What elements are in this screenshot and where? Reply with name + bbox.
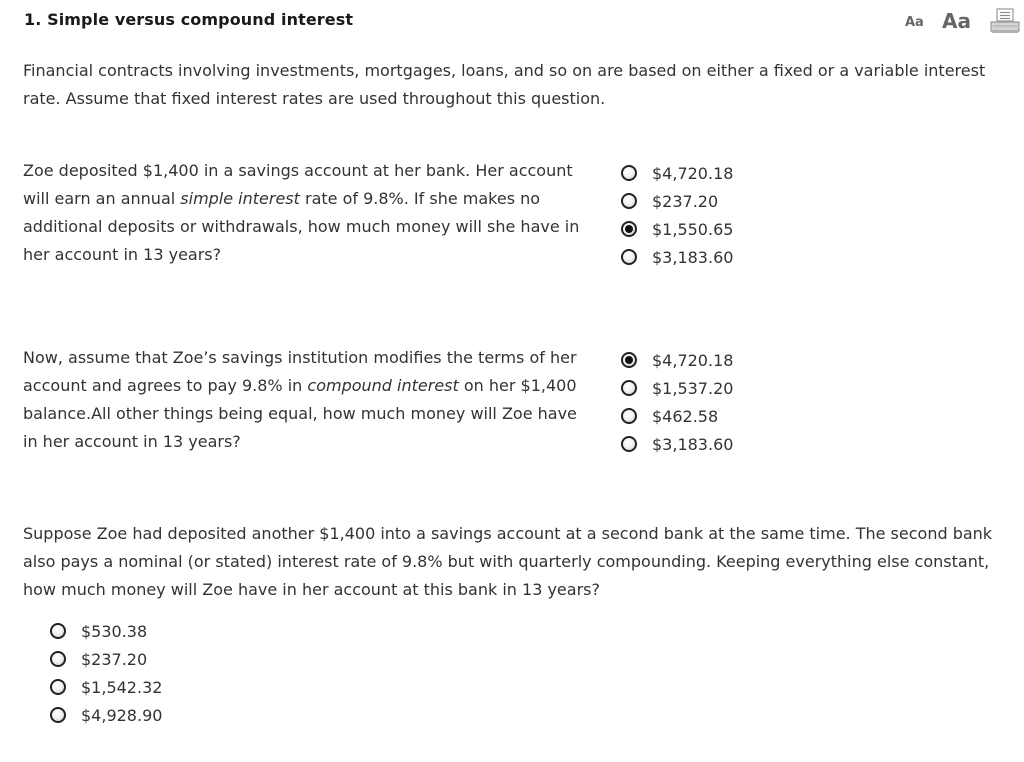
q3-option-1[interactable] (50, 617, 162, 645)
question-3-options (50, 617, 162, 729)
option-label: $4,928.90 (81, 705, 163, 725)
question-2-emphasis: compound interest (307, 376, 459, 395)
q2-option-3[interactable] (621, 402, 733, 430)
q3-option-3[interactable] (50, 673, 162, 701)
radio-button[interactable] (50, 651, 66, 667)
radio-button[interactable] (621, 165, 637, 181)
print-icon[interactable] (990, 8, 1020, 34)
radio-button[interactable] (621, 352, 637, 368)
question-1-emphasis: simple interest (180, 189, 300, 208)
question-1-text (23, 157, 583, 269)
question-2-text-part: on her $1,400 balance.All other things being equal, how much money will Zoe have in her account in 13 years? (23, 376, 577, 451)
option-label: $4,720.18 (652, 350, 734, 370)
q1-option-1[interactable] (621, 159, 733, 187)
option-label: $1,550.65 (652, 219, 734, 239)
radio-button[interactable] (621, 221, 637, 237)
font-size-large-button[interactable]: Aa (942, 9, 971, 33)
question-2-options (621, 346, 733, 458)
question-3-text: Suppose Zoe had deposited another $1,400 into a savings account at a second bank at the same time. The second bank also pays a nominal (or stated) interest rate of 9.8% but with quarterly compounding. Keeping everything else constant, how much money will Zoe have in her account at this bank in 13 years? (23, 524, 993, 599)
q3-option-4[interactable] (50, 701, 162, 729)
radio-button[interactable] (50, 679, 66, 695)
q2-option-4[interactable] (621, 430, 733, 458)
radio-button[interactable] (50, 623, 66, 639)
option-label: $237.20 (652, 191, 719, 211)
q3-option-2[interactable] (50, 645, 162, 673)
radio-button[interactable] (621, 436, 637, 452)
option-label: $1,542.32 (81, 677, 163, 697)
q2-option-2[interactable] (621, 374, 733, 402)
option-label: $237.20 (81, 649, 148, 669)
font-size-small-button[interactable]: Aa (905, 15, 924, 30)
option-label: $4,720.18 (652, 163, 734, 183)
radio-button[interactable] (621, 408, 637, 424)
option-label: $1,537.20 (652, 378, 734, 398)
q2-option-1[interactable] (621, 346, 733, 374)
radio-button[interactable] (621, 249, 637, 265)
question-1-options (621, 159, 733, 271)
option-label: $3,183.60 (652, 247, 734, 267)
question-1-text-part: Zoe deposited $1,400 in a savings account at her bank. Her account will earn an annual (23, 161, 573, 208)
question-2-text-part: Now, assume that Zoe’s savings institution modifies the terms of her account and agrees to pay 9.8% in (23, 348, 577, 395)
question-title: 1. Simple versus compound interest (24, 10, 354, 29)
q1-option-4[interactable] (621, 243, 733, 271)
radio-button[interactable] (621, 380, 637, 396)
option-label: $3,183.60 (652, 434, 734, 454)
radio-button[interactable] (621, 193, 637, 209)
option-label: $530.38 (81, 621, 148, 641)
q1-option-3[interactable] (621, 215, 733, 243)
question-2-text (23, 344, 593, 456)
option-label: $462.58 (652, 406, 719, 426)
question-1-text-part: rate of 9.8%. If she makes no additional deposits or withdrawals, how much money will she have in her account in 13 years? (23, 189, 580, 264)
radio-button[interactable] (50, 707, 66, 723)
q1-option-2[interactable] (621, 187, 733, 215)
intro-paragraph: Financial contracts involving investments, mortgages, loans, and so on are based on either a fixed or a variable interest rate. Assume that fixed interest rates are used throughout this question. (23, 61, 986, 108)
